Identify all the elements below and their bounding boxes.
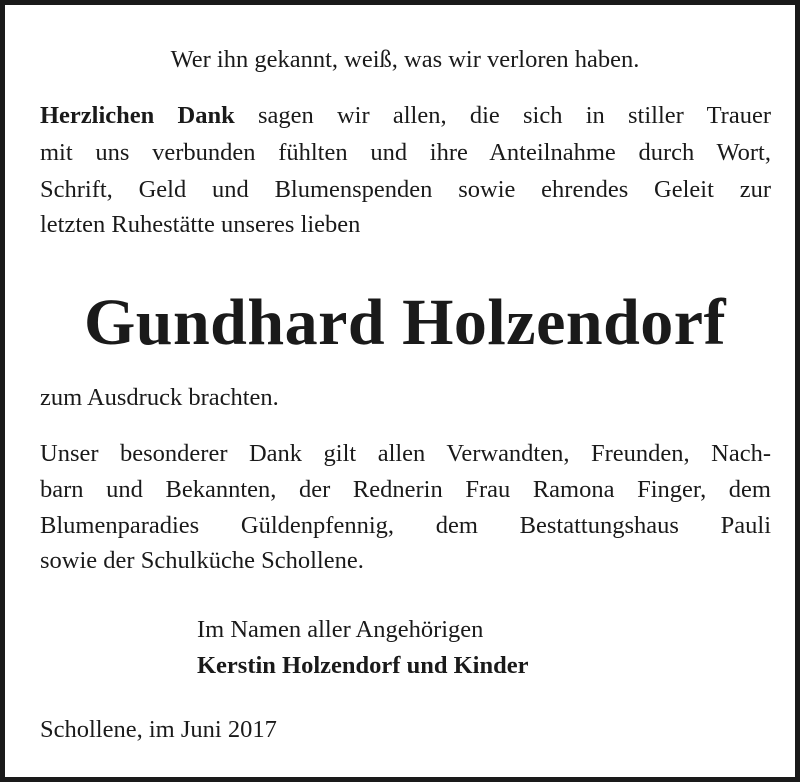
deceased-name: Gundhard Holzendorf [83, 286, 727, 359]
intro-line-4: letzten Ruhestätte unseres lieben [40, 211, 361, 238]
intro-line-1 [40, 97, 771, 134]
place-date: Schollene, im Juni 2017 [40, 716, 277, 743]
thanks-line-3: Blumenparadies Güldenpfennig, dem Bestattungshaus Pauli [40, 512, 771, 539]
intro-line-2: mit uns verbunden fühlten und ihre Anteilnahme durch Wort, [40, 139, 771, 166]
thanks-line-2: barn und Bekannten, der Rednerin Frau Ramona Finger, dem [40, 476, 771, 503]
intro-lead: Herzlichen Dank [40, 102, 235, 129]
intro-line-3: Schrift, Geld und Blumenspenden sowie ehrendes Geleit zur [40, 176, 771, 203]
signature-names: Kerstin Holzendorf und Kinder [197, 652, 529, 679]
motto: Wer ihn gekannt, weiß, was wir verloren haben. [170, 46, 640, 73]
signature-intro: Im Namen aller Angehörigen [197, 616, 484, 643]
thanks-line-1: Unser besonderer Dank gilt allen Verwandten, Freunden, Nach- [40, 440, 771, 467]
intro-line-1-rest: sagen wir allen, die sich in stiller Trauer [257, 102, 772, 129]
thanks-line-4: sowie der Schulküche Schollene. [40, 547, 364, 574]
closing-phrase: zum Ausdruck brachten. [40, 384, 279, 411]
